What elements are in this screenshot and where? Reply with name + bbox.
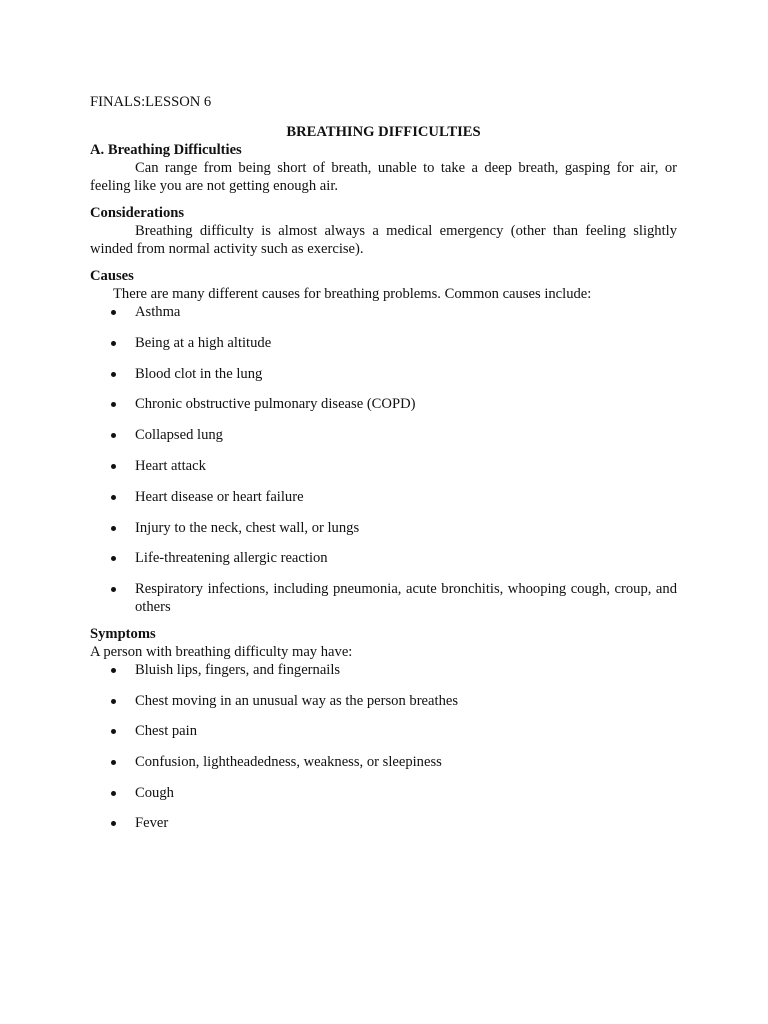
bullet-icon — [111, 760, 116, 765]
list-item — [90, 426, 677, 444]
list-item — [90, 549, 677, 567]
list-item-text: Fever — [135, 815, 169, 832]
bullet-icon — [111, 464, 116, 469]
list-item — [90, 753, 677, 771]
list-item — [90, 303, 677, 321]
list-item — [90, 488, 677, 506]
list-item-text: Collapsed lung — [135, 427, 223, 444]
document-page — [90, 93, 677, 845]
causes-intro: There are many different causes for breathing problems. Common causes include: — [113, 286, 592, 302]
list-item-text: Confusion, lightheadedness, weakness, or sleepiness — [135, 753, 442, 770]
list-item-text: Heart attack — [135, 457, 206, 474]
list-item-text: Bluish lips, fingers, and fingernails — [135, 662, 341, 679]
list-item-text: Chest moving in an unusual way as the person breathes — [135, 692, 459, 709]
symptoms-intro: A person with breathing difficulty may have: — [90, 644, 353, 661]
list-item — [90, 457, 677, 475]
bullet-icon — [111, 729, 116, 734]
list-item-text: Chronic obstructive pulmonary disease (COPD) — [135, 396, 416, 413]
document-title: BREATHING DIFFICULTIES — [286, 124, 481, 140]
section-a-heading: A. Breathing Difficulties — [90, 142, 242, 158]
considerations-text: Breathing difficulty is almost always a medical emergency (other than feeling slightly winded from normal activity such as exercise). — [90, 223, 677, 257]
bullet-icon — [111, 556, 116, 561]
list-item — [90, 580, 677, 616]
bullet-icon — [111, 821, 116, 826]
considerations-heading: Considerations — [90, 205, 185, 221]
bullet-icon — [111, 372, 116, 377]
list-item — [90, 334, 677, 352]
bullet-icon — [111, 699, 116, 704]
causes-list — [90, 303, 677, 616]
list-item-text: Chest pain — [135, 723, 198, 740]
list-item-text: Cough — [135, 784, 174, 801]
bullet-icon — [111, 310, 116, 315]
bullet-icon — [111, 495, 116, 500]
list-item — [90, 784, 677, 802]
bullet-icon — [111, 341, 116, 346]
lesson-header: FINALS:LESSON 6 — [90, 94, 212, 110]
list-item — [90, 519, 677, 537]
list-item — [90, 661, 677, 679]
list-item-text: Heart disease or heart failure — [135, 488, 304, 505]
symptoms-list — [90, 661, 677, 832]
list-item-text: Injury to the neck, chest wall, or lungs — [135, 519, 360, 536]
list-item-text: Asthma — [135, 304, 181, 320]
bullet-icon — [111, 668, 116, 673]
list-item — [90, 395, 677, 413]
list-item — [90, 365, 677, 383]
symptoms-heading: Symptoms — [90, 626, 156, 643]
list-item — [90, 722, 677, 740]
list-item — [90, 692, 677, 710]
list-item-text: Blood clot in the lung — [135, 365, 263, 382]
list-item — [90, 814, 677, 832]
causes-heading: Causes — [90, 268, 134, 284]
list-item-text: Life-threatening allergic reaction — [135, 550, 328, 567]
bullet-icon — [111, 791, 116, 796]
list-item-text: Respiratory infections, including pneumonia, acute bronchitis, whooping cough, croup, and others — [135, 581, 677, 616]
bullet-icon — [111, 402, 116, 407]
bullet-icon — [111, 526, 116, 531]
section-a-text: Can range from being short of breath, unable to take a deep breath, gasping for air, or feeling like you are not getting enough air. — [90, 160, 677, 194]
bullet-icon — [111, 433, 116, 438]
list-item-text: Being at a high altitude — [135, 334, 272, 351]
bullet-icon — [111, 587, 116, 592]
